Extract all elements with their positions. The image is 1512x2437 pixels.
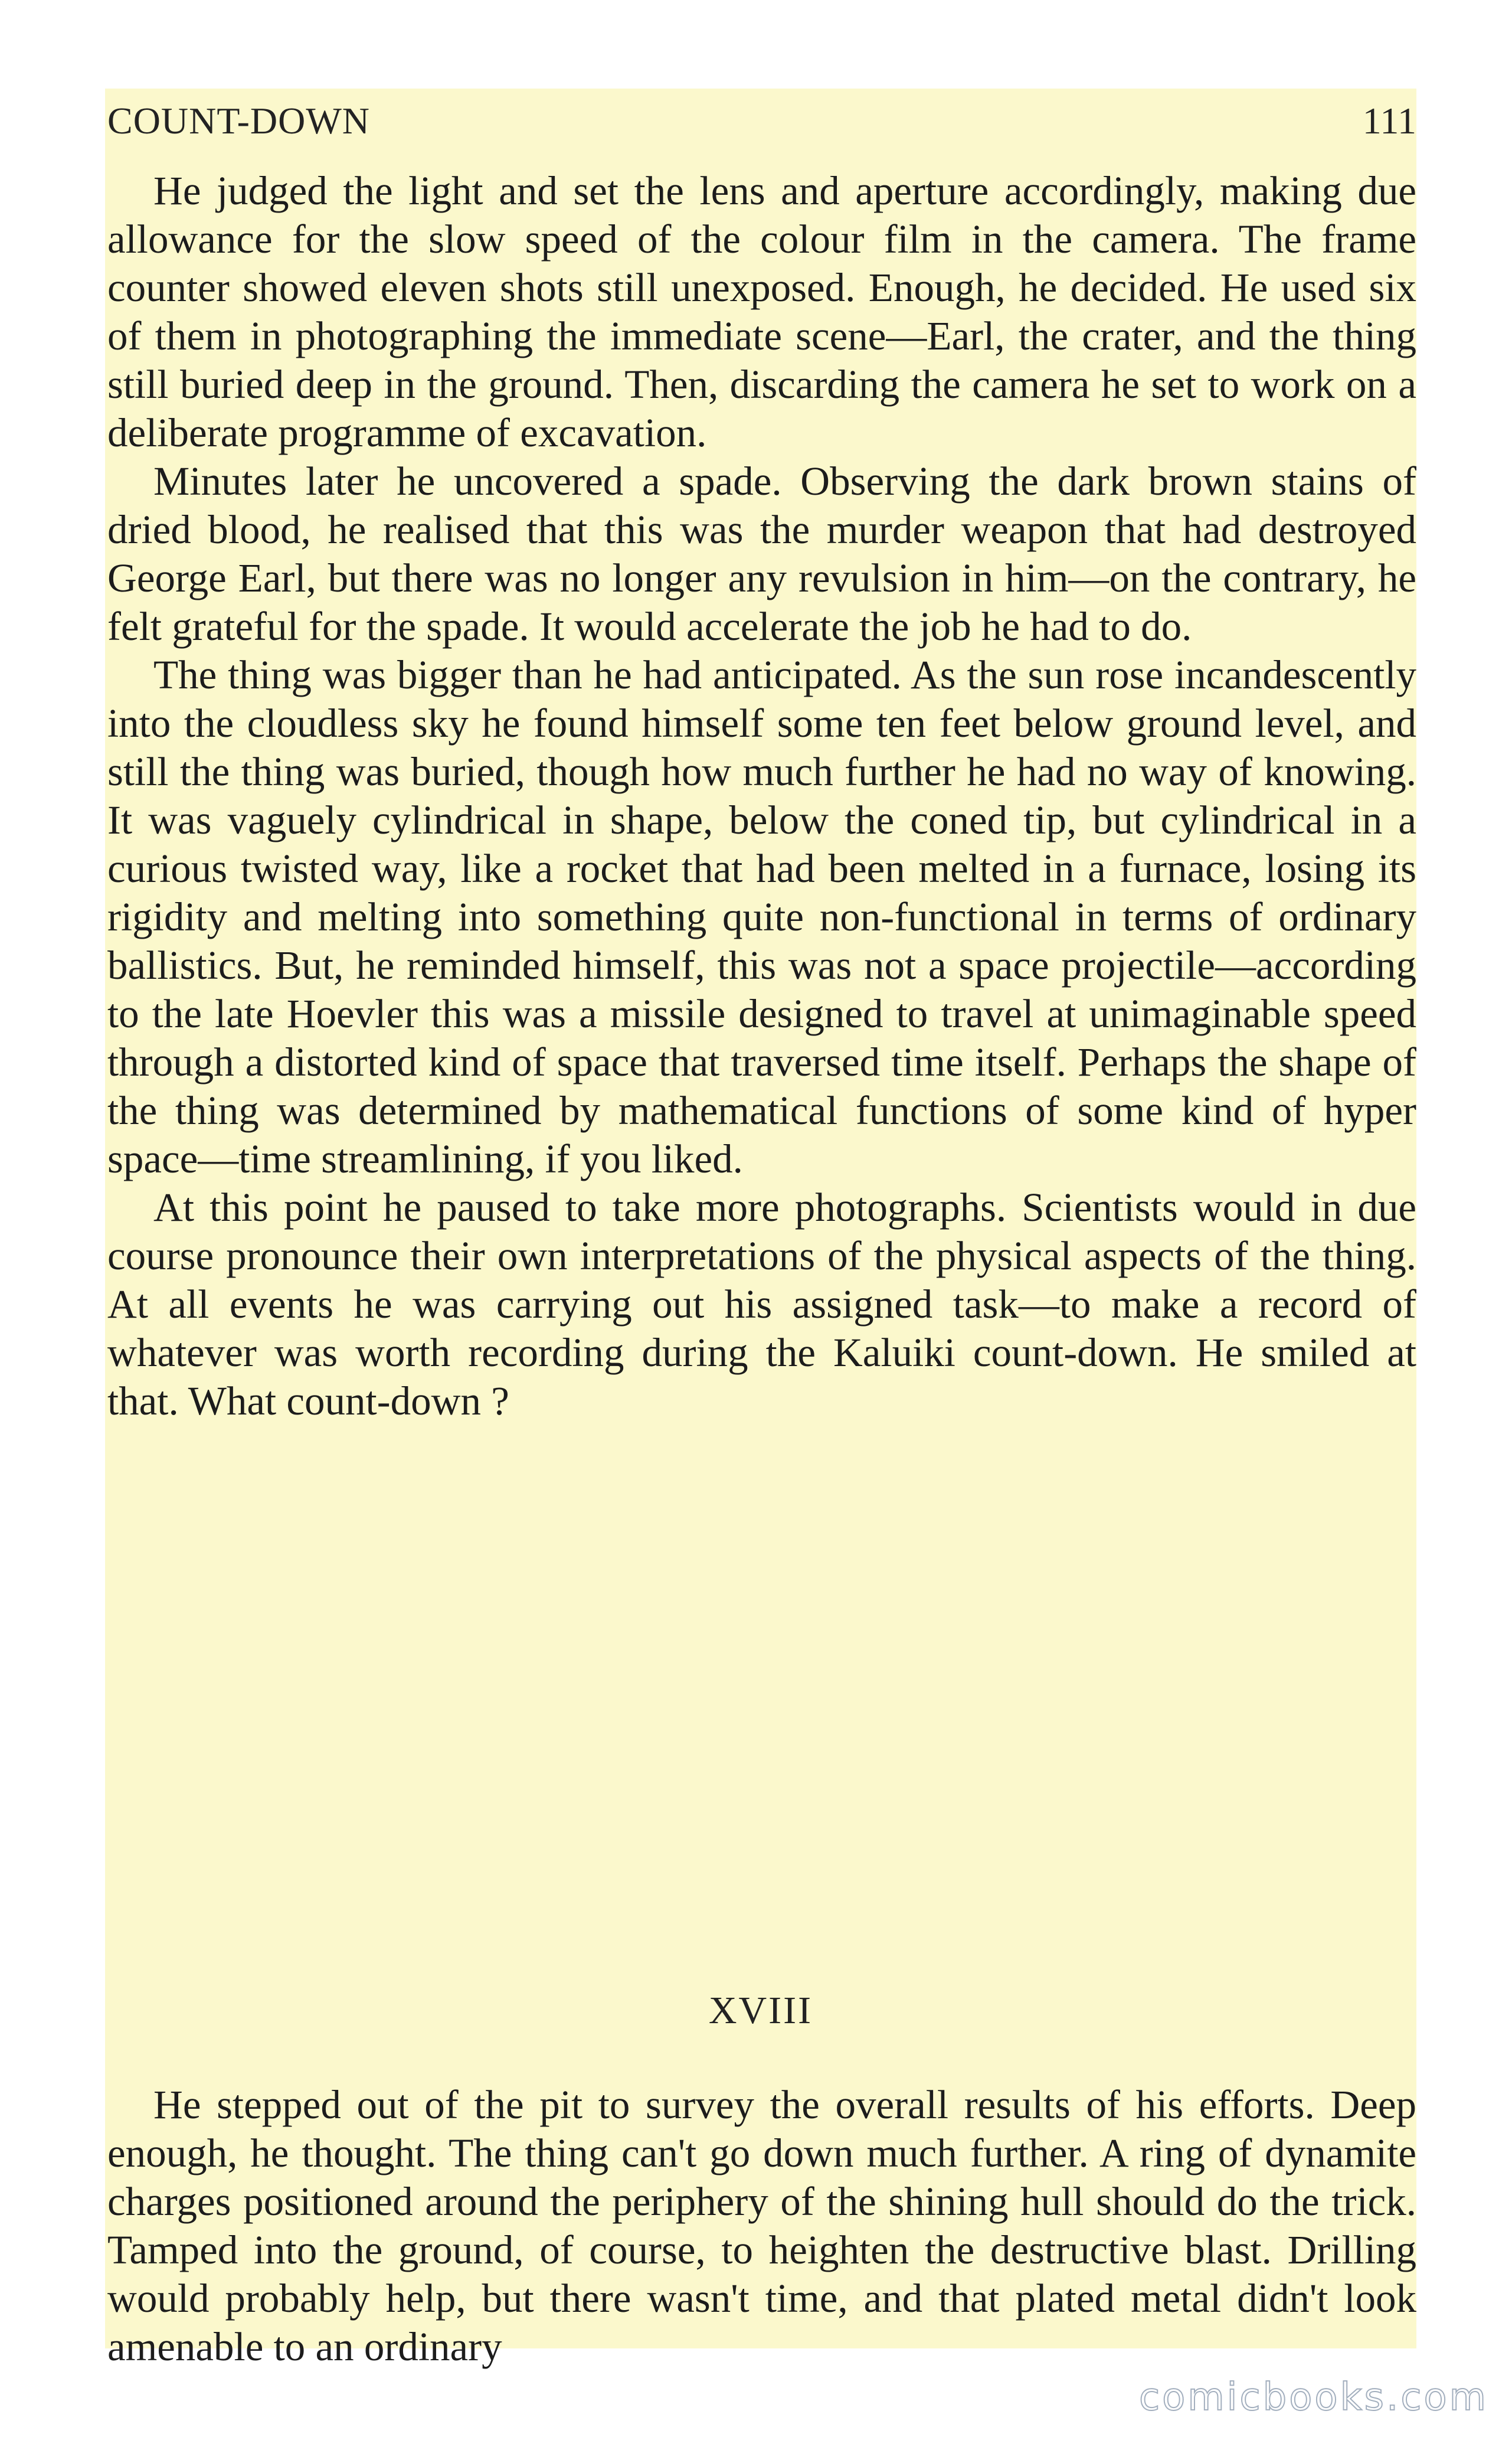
text-block-after-chapter <box>107 2080 1416 2371</box>
page-number: 111 <box>1362 100 1416 142</box>
text-block-before-chapter <box>107 166 1416 1425</box>
running-title: COUNT-DOWN <box>107 100 370 142</box>
watermark-logo: comicbooks.com <box>1138 2376 1488 2419</box>
paragraph: He stepped out of the pit to survey the overall results of his efforts. Deep enough, he thought. The thing can't go down much further. A ring of dynamite charges positioned around the periphery of the shining hull should do the trick. Tamped into the ground, of course, to heighten the destructive blast. Drilling would probably help, but there wasn't time, and that plated metal didn't look amenable to an ordinary <box>107 2082 1416 2369</box>
paragraph: He judged the light and set the lens and aperture accordingly, making due allowance for the slow speed of the colour film in the camera. The frame counter showed eleven shots still unexposed. Enough, he decided. He used six of them in photographing the immediate scene—Earl, the crater, and the thing still buried deep in the ground. Then, discarding the camera he set to work on a deliberate programme of excavation. <box>107 168 1416 455</box>
paragraph: Minutes later he uncovered a spade. Observing the dark brown stains of dried blood, he realised that this was the murder weapon that had destroyed George Earl, but there was no longer any revulsion in him—on the contrary, he felt grateful for the spade. It would accelerate the job he had to do. <box>107 459 1416 649</box>
paragraph: At this point he paused to take more photographs. Scientists would in due course pronounce their own interpretations of the physical aspects of the thing. At all events he was carrying out his assigned task—to make a record of whatever was worth recording during the Kaluiki count-down. He smiled at that. What count-down ? <box>107 1185 1416 1423</box>
book-page <box>105 89 1416 2369</box>
paragraph: The thing was bigger than he had anticipated. As the sun rose incandescently into the cloudless sky he found himself some ten feet below ground level, and still the thing was buried, though how much further he had no way of knowing. It was vaguely cylindrical in shape, below the coned tip, but cylindrical in a curious twisted way, like a rocket that had been melted in a furnace, losing its rigidity and melting into something quite non-functional in terms of ordinary ballistics. But, he reminded himself, this was not a space projectile—according to the late Hoevler this was a missile designed to travel at unimaginable speed through a distorted kind of space that traversed time itself. Perhaps the shape of the thing was determined by mathematical functions of some kind of hyper space—time streamlining, if you liked. <box>107 652 1416 1181</box>
chapter-heading: XVIII <box>708 1989 813 2032</box>
running-header <box>105 99 1416 158</box>
